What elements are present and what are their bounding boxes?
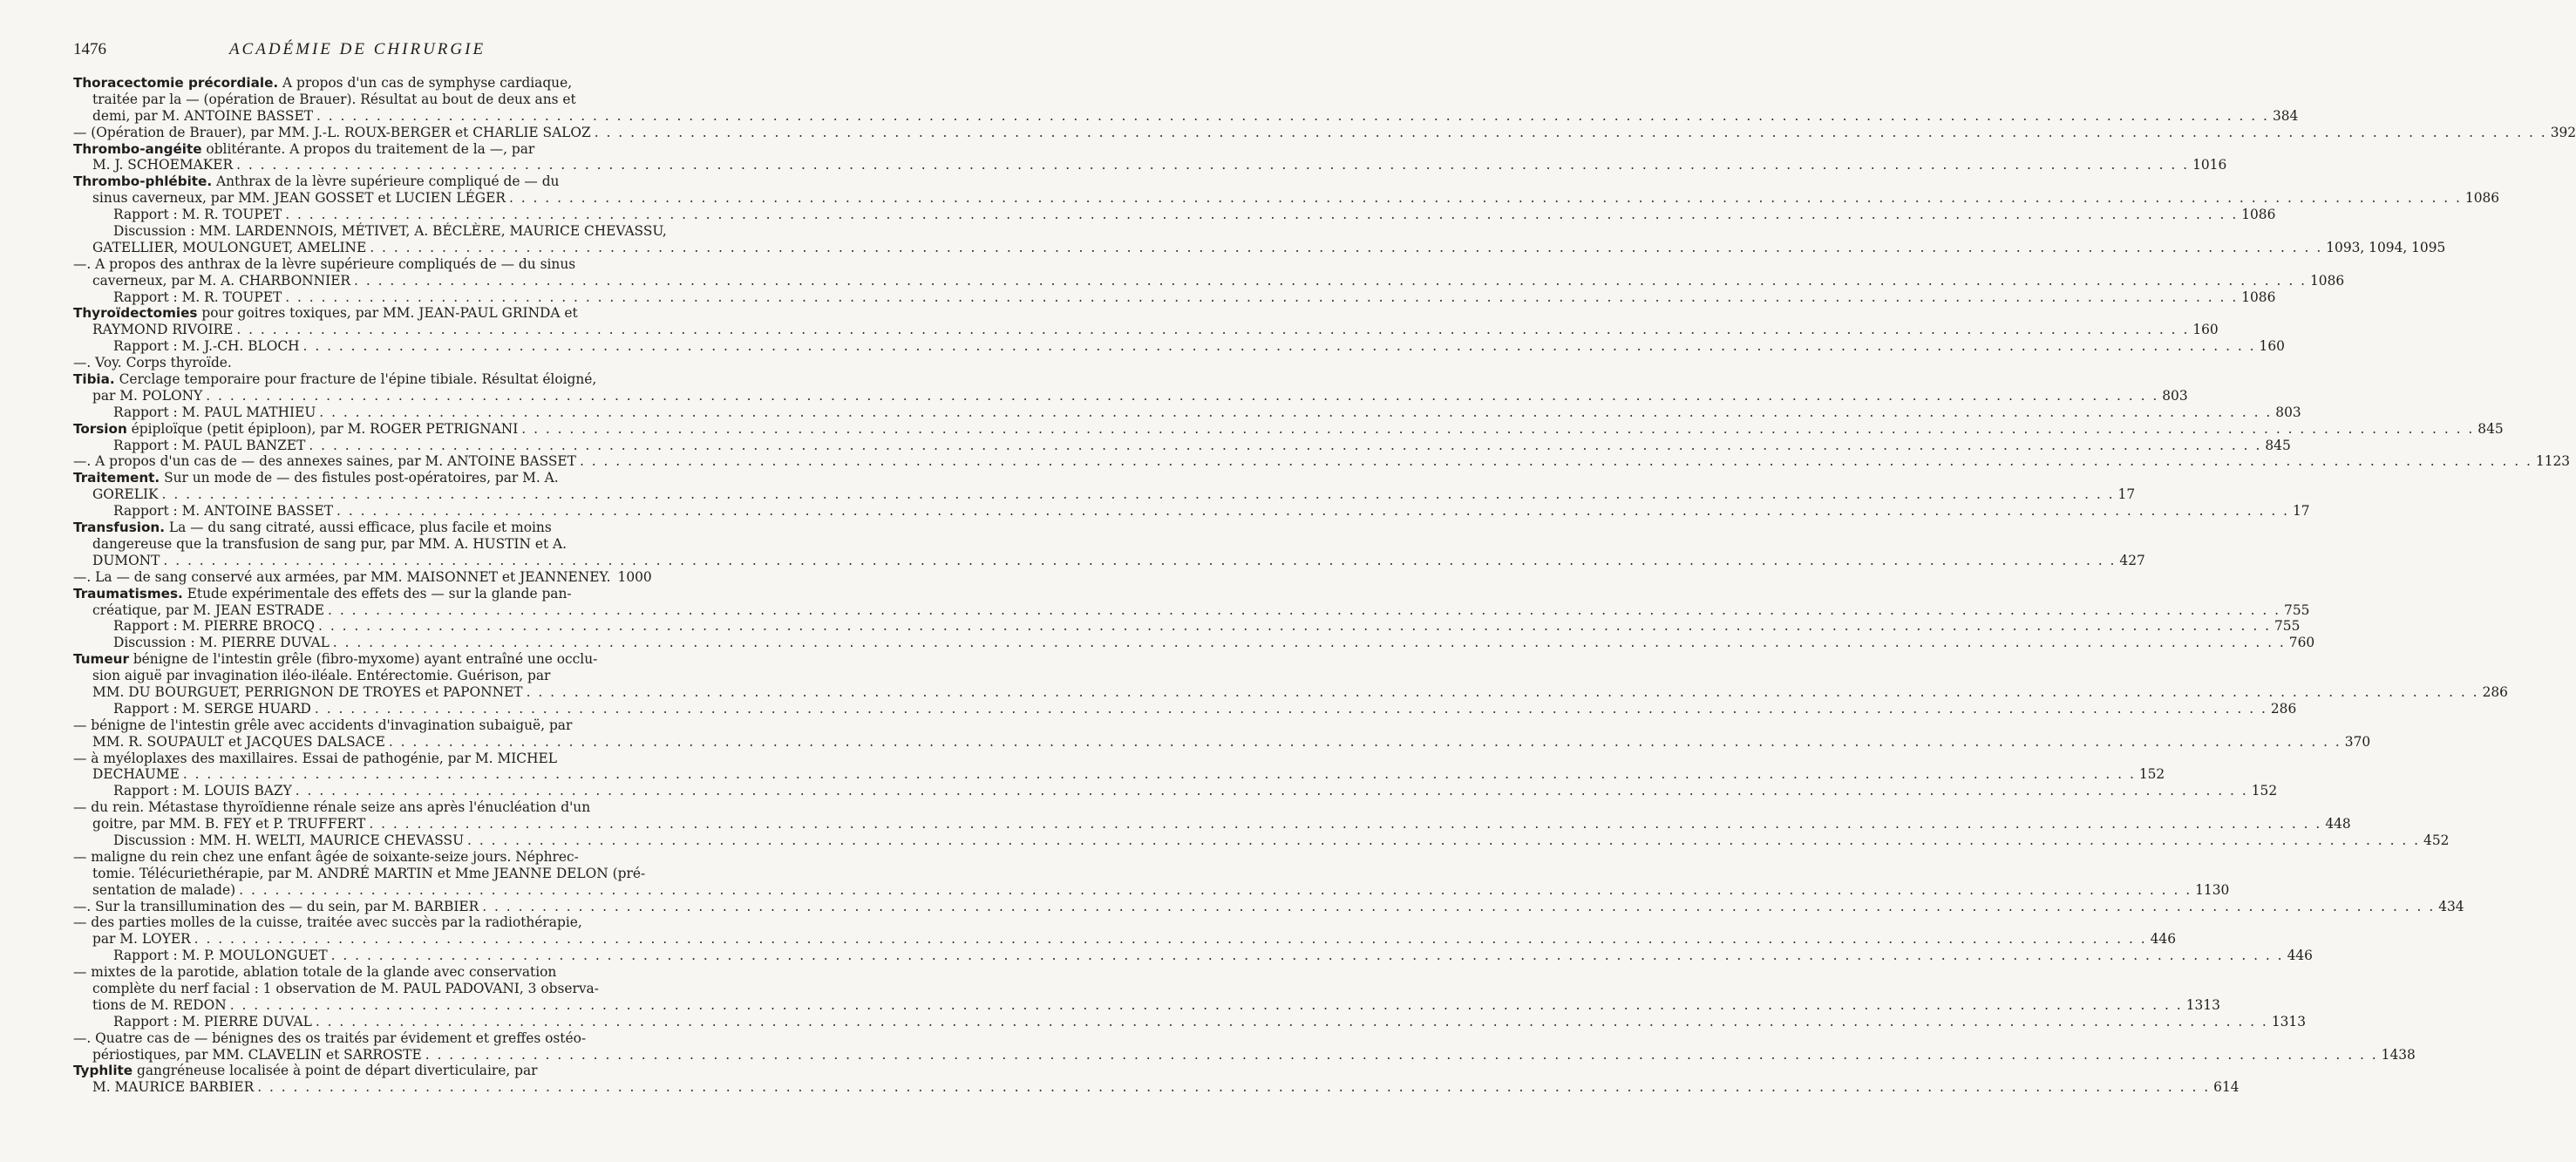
- index-line: [73, 568, 652, 586]
- index-line: [73, 520, 642, 536]
- dot-leader: [285, 207, 2238, 223]
- page-reference: 1093, 1094, 1095: [2326, 239, 2446, 255]
- entry-text: [73, 849, 579, 865]
- entry-text-run: pour goitres toxiques, par MM. JEAN-PAUL GRINDA et: [197, 305, 578, 322]
- page-reference: 448: [2325, 816, 2351, 832]
- index-line: [73, 420, 2504, 438]
- entry-text: [113, 1014, 312, 1030]
- entry-keyword: Transfusion.: [73, 520, 165, 536]
- entry-keyword: Thyroïdectomies: [73, 305, 198, 322]
- dot-leader: [239, 882, 2192, 899]
- entry-text-run: Rapport : M. PIERRE DUVAL: [113, 1013, 312, 1029]
- entry-text: [73, 520, 552, 535]
- entry-text-run: — mixtes de la parotide, ablation totale de la glande avec conservation: [73, 964, 557, 981]
- index-line: [73, 751, 642, 767]
- entry-text-run: Discussion : MM. LARDENNOIS, MÉTIVET, A. BÉCLÈRE, MAURICE CHEVASSU,: [113, 223, 667, 240]
- index-entry: [73, 568, 652, 586]
- page-reference: 152: [2251, 783, 2278, 799]
- index-line: [73, 141, 642, 158]
- page-reference: 370: [2344, 733, 2371, 750]
- index-entry: [73, 1063, 2240, 1096]
- entry-text: [73, 1030, 586, 1046]
- dot-leader: [285, 289, 2238, 306]
- entry-text-run: gangréneuse localisée à point de départ diverticulaire, par: [133, 1063, 538, 1079]
- entry-text: [92, 997, 227, 1014]
- index-entry: [73, 651, 2508, 717]
- entry-text-run: —. Voy. Corps thyroïde.: [73, 355, 232, 371]
- index-line: [73, 865, 646, 882]
- index-body: [73, 75, 2576, 1096]
- entry-text: [92, 766, 180, 783]
- entry-text: [73, 421, 518, 438]
- entry-text: [73, 717, 572, 733]
- running-title: ACADÉMIE DE CHIRURGIE: [228, 40, 486, 58]
- entry-text: [113, 404, 316, 421]
- index-entry: [73, 140, 2227, 174]
- entry-text-run: sinus caverneux, par MM. JEAN GOSSET et LUCIEN LÉGER: [92, 190, 506, 207]
- entry-text: [73, 141, 534, 157]
- entry-text: [92, 931, 191, 948]
- page-reference: 1130: [2195, 881, 2230, 898]
- entry-keyword: Thrombo-phlébite.: [73, 173, 213, 190]
- entry-text-run: oblitérante. A propos du traitement de la —, par: [201, 140, 535, 157]
- dot-leader: [319, 404, 2272, 421]
- page-header: [73, 40, 642, 66]
- entry-text-run: tions de M. REDON: [92, 996, 227, 1013]
- dot-leader: [206, 388, 2158, 404]
- entry-text: [73, 899, 479, 915]
- index-line: [73, 914, 642, 931]
- index-entry: [73, 173, 2500, 255]
- entry-text-run: Rapport : M. R. TOUPET: [113, 207, 282, 223]
- entry-keyword: Typhlite: [73, 1063, 133, 1079]
- dot-leader: [315, 701, 2267, 717]
- page-reference: 152: [2138, 766, 2165, 783]
- dot-leader: [309, 438, 2261, 454]
- index-entry: [73, 453, 2571, 470]
- entry-text-run: Rapport : M. R. TOUPET: [113, 289, 282, 305]
- index-line: [73, 948, 2313, 964]
- index-line: [73, 223, 667, 240]
- dot-leader: [162, 486, 2115, 503]
- index-line: [73, 338, 2285, 355]
- entry-text: [92, 816, 365, 832]
- index-entry: [73, 470, 2310, 520]
- entry-text-run: GATELLIER, MOULONGUET, AMELINE: [92, 239, 367, 255]
- index-line: [73, 486, 2136, 503]
- entry-text: [73, 453, 576, 470]
- entry-text: [73, 1063, 538, 1078]
- index-entry: [73, 750, 2278, 800]
- entry-text: [73, 799, 590, 815]
- index-line: [73, 881, 2230, 899]
- dot-leader: [236, 157, 2189, 173]
- dot-leader: [333, 635, 2286, 651]
- index-entry: [73, 717, 2371, 751]
- page-reference: 17: [2293, 503, 2310, 520]
- dot-leader: [236, 322, 2189, 338]
- entry-text: [113, 701, 311, 717]
- page-reference: 427: [2119, 552, 2145, 568]
- index-line: [73, 124, 2576, 141]
- entry-text: [92, 684, 523, 701]
- entry-text: [113, 783, 292, 799]
- dot-leader: [183, 766, 2136, 783]
- index-entry: [73, 255, 2345, 306]
- dot-leader: [296, 783, 2248, 799]
- entry-text: [92, 108, 313, 125]
- index-line: [73, 404, 2301, 421]
- page-reference: 1086: [2310, 272, 2345, 289]
- page-reference: 160: [2259, 338, 2285, 355]
- dot-leader: [257, 1079, 2210, 1096]
- entry-text: [73, 371, 596, 387]
- entry-text: [113, 338, 300, 355]
- entry-text-run: Rapport : M. J.-CH. BLOCH: [113, 338, 300, 355]
- entry-text: [73, 964, 556, 980]
- dot-leader: [316, 1014, 2268, 1030]
- page-reference: 1313: [2185, 996, 2220, 1013]
- entry-text: [73, 586, 572, 601]
- index-line: [73, 1030, 642, 1047]
- page-reference: 452: [2423, 832, 2450, 848]
- entry-text-run: Rapport : M. LOUIS BAZY: [113, 783, 292, 799]
- index-entry: [73, 964, 2306, 1030]
- index-line: [73, 470, 642, 486]
- entry-text: [92, 866, 645, 881]
- entry-text-run: Cerclage temporaire pour fracture de l'épine tibiale. Résultat éloigné,: [114, 371, 597, 388]
- index-entry: [73, 848, 2230, 899]
- index-line: [73, 355, 642, 371]
- index-entry: [73, 799, 2450, 849]
- entry-text: [92, 240, 366, 256]
- index-line: [73, 1046, 2416, 1063]
- page-reference: 286: [2482, 683, 2508, 700]
- entry-text: [92, 602, 324, 619]
- entry-text: [113, 223, 667, 239]
- dot-leader: [354, 273, 2307, 289]
- entry-text: [92, 190, 506, 207]
- entry-text-run: caverneux, par M. A. CHARBONNIER: [92, 272, 351, 289]
- index-entry: [73, 585, 2315, 652]
- page-reference: 446: [2287, 948, 2313, 964]
- entry-text-run: Discussion : MM. H. WELTI, MAURICE CHEVASSU: [113, 832, 465, 848]
- index-entry: [73, 124, 2576, 141]
- page-reference: 384: [2272, 107, 2299, 124]
- dot-leader: [580, 453, 2532, 470]
- page-reference: 755: [2274, 618, 2301, 635]
- entry-text: [73, 569, 611, 586]
- page-reference: 286: [2270, 700, 2297, 717]
- entry-text: [92, 1079, 254, 1096]
- index-line: [73, 371, 642, 388]
- dot-leader: [595, 125, 2547, 141]
- entry-text-run: périostiques, par MM. CLAVELIN et SARROSTE: [92, 1046, 422, 1063]
- page-reference: 446: [2150, 931, 2177, 948]
- entry-text-run: RAYMOND RIVOIRE: [92, 322, 234, 338]
- page-reference: 803: [2275, 404, 2301, 420]
- dot-leader: [467, 832, 2420, 849]
- entry-text-run: dangereuse que la transfusion de sang pur, par MM. A. HUSTIN et A.: [92, 535, 568, 552]
- index-entry: [73, 75, 2299, 125]
- dot-leader: [509, 190, 2462, 207]
- page-reference: 614: [2213, 1079, 2240, 1096]
- index-line: [73, 107, 2299, 125]
- index-line: [73, 668, 642, 684]
- dot-leader: [331, 948, 2284, 964]
- entry-text: [113, 635, 330, 651]
- entry-text: [113, 948, 328, 964]
- dot-leader: [316, 108, 2269, 125]
- entry-text-run: —. A propos des anthrax de la lèvre supérieure compliqués de — du sinus: [73, 255, 576, 272]
- page-reference: 1016: [2192, 157, 2227, 173]
- page-reference: 1086: [2241, 289, 2276, 305]
- entry-text-run: —. Quatre cas de — bénignes des os traités par évidement et greffes ostéo-: [73, 1029, 587, 1046]
- index-line: [73, 832, 2450, 849]
- entry-text: [92, 553, 160, 569]
- index-line: [73, 1013, 2306, 1030]
- index-line: [73, 387, 2188, 404]
- page-reference: 755: [2284, 601, 2310, 618]
- index-line: [73, 503, 2310, 520]
- page-reference: 1313: [2271, 1013, 2306, 1029]
- entry-keyword: Tumeur: [73, 651, 129, 668]
- entry-keyword: Traitement.: [73, 470, 160, 486]
- entry-text: [92, 734, 385, 751]
- entry-text: [113, 618, 315, 635]
- entry-text-run: —. La — de sang conservé aux armées, par MM. MAISONNET et JEANNENEY.: [73, 568, 611, 585]
- entry-text: [92, 322, 233, 338]
- index-entry: [73, 1029, 2416, 1063]
- index-line: [73, 437, 2291, 454]
- entry-text-run: DECHAUME: [92, 766, 180, 783]
- entry-keyword: Tibia.: [73, 371, 115, 388]
- dot-leader: [303, 338, 2256, 355]
- index-line: [73, 651, 642, 668]
- page-reference: 1123: [2535, 453, 2571, 470]
- page-reference: 392: [2550, 124, 2576, 140]
- index-line: [73, 816, 2351, 832]
- entry-text: [92, 92, 576, 107]
- index-line: [73, 586, 642, 602]
- index-line: [73, 618, 2301, 635]
- index-line: [73, 898, 2464, 915]
- page-reference: 17: [2117, 486, 2136, 503]
- entry-text-run: complète du nerf facial : 1 observation de M. PAUL PADOVANI, 3 observa-: [92, 980, 599, 996]
- entry-text: [113, 503, 333, 520]
- page-reference: 1000: [617, 568, 652, 585]
- entry-text-run: — (Opération de Brauer), par MM. J.-L. ROUX-BERGER et CHARLIE SALOZ: [73, 124, 591, 140]
- entry-text: [113, 438, 305, 454]
- entry-text: [92, 157, 233, 173]
- entry-text: [92, 1047, 422, 1063]
- entry-text-run: — des parties molles de la cuisse, traitée avec succès par la radiothérapie,: [73, 914, 582, 931]
- entry-text: [113, 832, 464, 849]
- entry-text-run: La — du sang citraté, aussi efficace, plus facile et moins: [164, 520, 552, 536]
- entry-text-run: créatique, par M. JEAN ESTRADE: [92, 601, 325, 618]
- index-line: [73, 996, 2220, 1014]
- entry-text-run: sentation de malade): [92, 881, 236, 898]
- entry-text-run: — bénigne de l'intestin grêle avec accidents d'invagination subaiguë, par: [73, 717, 573, 733]
- dot-leader: [336, 503, 2289, 520]
- entry-text-run: M. J. SCHOEMAKER: [92, 157, 234, 173]
- entry-text-run: A propos d'un cas de symphyse cardiaque,: [278, 75, 573, 91]
- index-entry: [73, 420, 2504, 454]
- entry-text-run: Discussion : M. PIERRE DUVAL: [113, 635, 330, 651]
- index-line: [73, 733, 2371, 751]
- entry-text: [73, 914, 582, 930]
- index-line: [73, 322, 2219, 338]
- dot-leader: [194, 931, 2147, 948]
- entry-keyword: Thrombo-angéite: [73, 140, 202, 157]
- page-reference: 1438: [2381, 1046, 2416, 1063]
- page-reference: 160: [2192, 322, 2219, 338]
- entry-text-run: Rapport : M. PAUL MATHIEU: [113, 404, 316, 420]
- index-line: [73, 92, 642, 108]
- entry-text: [73, 256, 575, 272]
- index-line: [73, 766, 2165, 783]
- index-line: [73, 190, 2500, 207]
- entry-text-run: —. Sur la transillumination des — du sein, par M. BARBIER: [73, 898, 479, 914]
- dot-leader: [389, 734, 2342, 751]
- entry-text-run: Sur un mode de — des fistules post-opératoires, par M. A.: [160, 470, 559, 486]
- entry-text-run: bénigne de l'intestin grêle (fibro-myxome) ayant entraîné une occlu-: [128, 651, 598, 668]
- index-line: [73, 239, 2446, 256]
- index-line: [73, 635, 2315, 651]
- dot-leader: [328, 602, 2280, 619]
- entry-text: [73, 75, 572, 91]
- entry-keyword: Traumatismes.: [73, 585, 183, 601]
- entry-text-run: Rapport : M. SERGE HUARD: [113, 700, 311, 717]
- entry-text-run: M. MAURICE BARBIER: [92, 1079, 255, 1096]
- entry-text-run: MM. DU BOURGUET, PERRIGNON DE TROYES et PAPONNET: [92, 683, 523, 700]
- entry-text-run: —. A propos d'un cas de — des annexes saines, par M. ANTOINE BASSET: [73, 453, 576, 470]
- entry-text: [113, 207, 282, 223]
- entry-text: [92, 882, 235, 899]
- dot-leader: [369, 816, 2321, 832]
- index-entry: [73, 898, 2464, 915]
- entry-text: [92, 981, 599, 996]
- entry-text-run: sion aiguë par invagination iléo-iléale. Entérectomie. Guérison, par: [92, 668, 551, 684]
- entry-text: [113, 289, 282, 306]
- entry-keyword: Torsion: [73, 420, 127, 437]
- dot-leader: [370, 240, 2322, 256]
- entry-text-run: par M. LOYER: [92, 931, 191, 948]
- index-line: [73, 272, 2345, 289]
- index-line: [73, 700, 2297, 717]
- index-entry: [73, 355, 642, 371]
- dot-leader: [230, 997, 2183, 1014]
- entry-text-run: tomie. Télécuriethérapie, par M. ANDRÉ MARTIN et Mme JEANNE DELON (pré-: [92, 865, 646, 881]
- page-reference: 845: [2265, 437, 2291, 453]
- entry-text: [73, 305, 578, 321]
- entry-text: [73, 470, 559, 486]
- index-line: [73, 173, 642, 190]
- entry-text: [73, 355, 232, 370]
- page-reference: 1086: [2464, 190, 2500, 207]
- index-line: [73, 683, 2508, 701]
- dot-leader: [163, 553, 2116, 569]
- index-entry: [73, 520, 2145, 569]
- entry-text: [73, 173, 559, 189]
- index-line: [73, 453, 2571, 470]
- entry-text: [92, 486, 159, 503]
- page-reference: 434: [2438, 898, 2464, 914]
- entry-text: [73, 751, 557, 766]
- dot-leader: [521, 421, 2474, 438]
- entry-text: [92, 273, 350, 289]
- dot-leader: [482, 899, 2435, 915]
- page-reference: 845: [2477, 420, 2504, 437]
- entry-text-run: Rapport : M. PAUL BANZET: [113, 437, 306, 453]
- entry-text: [73, 125, 591, 141]
- index-line: [73, 289, 2276, 306]
- index-line: [73, 964, 642, 981]
- index-line: [73, 1063, 642, 1079]
- dot-leader: [318, 618, 2271, 635]
- index-line: [73, 931, 2177, 948]
- entry-text-run: Rapport : M. PIERRE BROCQ: [113, 618, 316, 635]
- entry-text-run: — du rein. Métastase thyroïdienne rénale seize ans après l'énucléation d'un: [73, 799, 591, 816]
- index-entry: [73, 914, 2313, 964]
- index-entry: [73, 305, 2285, 355]
- index-line: [73, 783, 2278, 799]
- entry-text-run: par M. POLONY: [92, 387, 203, 404]
- entry-text-run: — maligne du rein chez une enfant âgée de soixante-seize jours. Néphrec-: [73, 848, 579, 865]
- index-line: [73, 157, 2227, 173]
- page-number: 1476: [73, 40, 106, 58]
- entry-text: [73, 651, 597, 667]
- entry-text: [92, 388, 202, 404]
- page-reference: 760: [2288, 635, 2315, 651]
- index-line: [73, 552, 2145, 569]
- entry-text-run: DUMONT: [92, 552, 160, 568]
- index-line: [73, 799, 642, 816]
- index-line: [73, 536, 642, 553]
- entry-text-run: Anthrax de la lèvre supérieure compliqué de — du: [212, 173, 560, 190]
- index-line: [73, 601, 2310, 619]
- entry-text-run: épiploïque (petit épiploon), par M. ROGER PETRIGNANI: [126, 420, 519, 437]
- index-line: [73, 207, 2276, 223]
- entry-text-run: Etude expérimentale des effets des — sur la glande pan-: [182, 585, 572, 601]
- index-line: [73, 1079, 2240, 1096]
- page-reference: 1086: [2241, 207, 2276, 223]
- dot-leader: [425, 1047, 2378, 1063]
- entry-text-run: goitre, par MM. B. FEY et P. TRUFFERT: [92, 816, 366, 832]
- dot-leader: [527, 684, 2479, 701]
- entry-text: [92, 668, 550, 683]
- entry-text-run: MM. R. SOUPAULT et JACQUES DALSACE: [92, 733, 385, 750]
- page-reference: 803: [2162, 387, 2188, 404]
- entry-text: [92, 536, 567, 552]
- index-line: [73, 717, 642, 734]
- entry-text-run: demi, par M. ANTOINE BASSET: [92, 107, 313, 124]
- index-line: [73, 75, 642, 92]
- index-line: [73, 981, 642, 997]
- index-line: [73, 849, 642, 866]
- index-line: [73, 305, 642, 322]
- index-line: [73, 256, 642, 273]
- entry-text-run: Rapport : M. P. MOULONGUET: [113, 948, 328, 964]
- entry-text-run: — à myéloplaxes des maxillaires. Essai de pathogénie, par M. MICHEL: [73, 750, 557, 766]
- entry-text-run: GORELIK: [92, 486, 159, 503]
- entry-text-run: traitée par la — (opération de Brauer). Résultat au bout de deux ans et: [92, 91, 576, 107]
- entry-keyword: Thoracectomie précordiale.: [73, 75, 279, 91]
- entry-text-run: Rapport : M. ANTOINE BASSET: [113, 503, 334, 520]
- index-entry: [73, 371, 2301, 421]
